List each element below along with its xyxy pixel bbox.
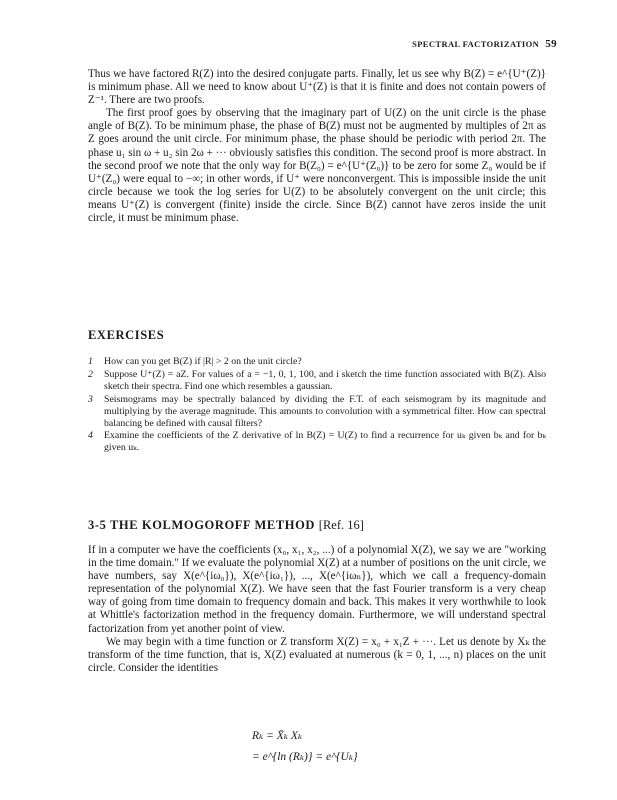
paragraph-1: Thus we have factored R(Z) into the desired conjugate parts. Finally, let us see why B(Z) = e^{U⁺(Z)} is minimum phase. All we need to know about U⁺(Z) is that it is finite and does not contain powers of Z⁻¹. There are two proofs. <box>88 68 546 107</box>
section-heading <box>88 518 364 533</box>
section-title: 3-5 THE KOLMOGOROFF METHOD <box>88 518 316 532</box>
exercise-item <box>88 369 546 393</box>
exercise-text: Seismograms may be spectrally balanced by dividing the F.T. of each seismogram by its magnitude and multiplying by the average magnitude. This amounts to convolution with a symmetrical filter. How can spectral balancing be defined with causal filters? <box>104 393 546 429</box>
equation-1: Rₖ = X̄ₖ Xₖ <box>252 730 303 742</box>
paragraph-2: The first proof goes by observing that the imaginary part of U(Z) on the unit circle is the phase angle of B(Z). To be minimum phase, the phase of B(Z) must not be augmented by multiples of 2π as Z goes around the unit circle. For minimum phase, the phase should be periodic with period 2π. The phase u₁ sin ω + u₂ sin 2ω + ··· obviously satisfies this condition. The second proof is more abstract. In the second proof we note that the only way for B(Z₀) = e^{U⁺(Z₀)} to be zero for some Z₀ would be if U⁺(Z₀) were equal to −∞; in other words, if U⁺ were nonconvergent. This is impossible inside the unit circle because we took the log series for U(Z) to be absolutely convergent on the unit circle; this means U⁺(Z) is convergent (finite) inside the circle. Since B(Z) cannot have zeros inside the unit circle, it must be minimum phase. <box>88 107 546 225</box>
exercise-item <box>88 356 546 368</box>
exercise-item <box>88 430 546 454</box>
intro-text <box>88 68 546 225</box>
exercises-list <box>88 356 546 455</box>
exercise-item <box>88 394 546 430</box>
exercise-number: 3 <box>88 393 93 405</box>
exercise-number: 1 <box>88 356 93 367</box>
exercise-text: Suppose U⁺(Z) = aZ. For values of a = −1, 0, 1, 100, and i sketch the time function associated with B(Z). Also sketch their spectra. Find one which resembles a gaussian. <box>104 368 546 392</box>
page-number: 59 <box>545 38 557 50</box>
exercise-text: Examine the coefficients of the Z derivative of ln B(Z) = U(Z) to find a recurrence for uₖ given bₖ and for bₖ given uₖ. <box>104 430 546 454</box>
exercises-heading: EXERCISES <box>88 328 165 342</box>
equation-2: = e^{ln (Rₖ)} = e^{Uₖ} <box>252 751 358 763</box>
exercise-text: How can you get B(Z) if |R| > 2 on the unit circle? <box>104 356 302 367</box>
running-head-title: SPECTRAL FACTORIZATION <box>412 39 540 49</box>
section-reference: [Ref. 16] <box>318 518 364 532</box>
exercise-number: 2 <box>88 368 93 380</box>
running-head <box>412 38 557 50</box>
section-text <box>88 544 546 675</box>
section-paragraph-1: If in a computer we have the coefficients (x₀, x₁, x₂, ...) of a polynomial X(Z), we say we are "working in the time domain." If we evaluate the polynomial X(Z) at a number of positions on the unit circle, we have numbers, say X(e^{iω₀}), X(e^{iω₁}), ..., X(e^{iωₙ}), which we call a frequency-domain representation of the polynomial X(Z). We have seen that the fast Fourier transform is a very cheap way of going from time domain to frequency domain and back. This makes it very worthwhile to look at Whittle's factorization method in the frequency domain. Furthermore, we will understand spectral factorization from yet another point of view. <box>88 544 546 635</box>
exercise-number: 4 <box>88 430 93 442</box>
section-paragraph-2: We may begin with a time function or Z transform X(Z) = x₀ + x₁Z + ···. Let us denote by Xₖ the transform of the time function, that is, X(Z) evaluated at numerous (k = 0, 1, ..., n) places on the unit circle. Consider the identities <box>88 635 546 674</box>
